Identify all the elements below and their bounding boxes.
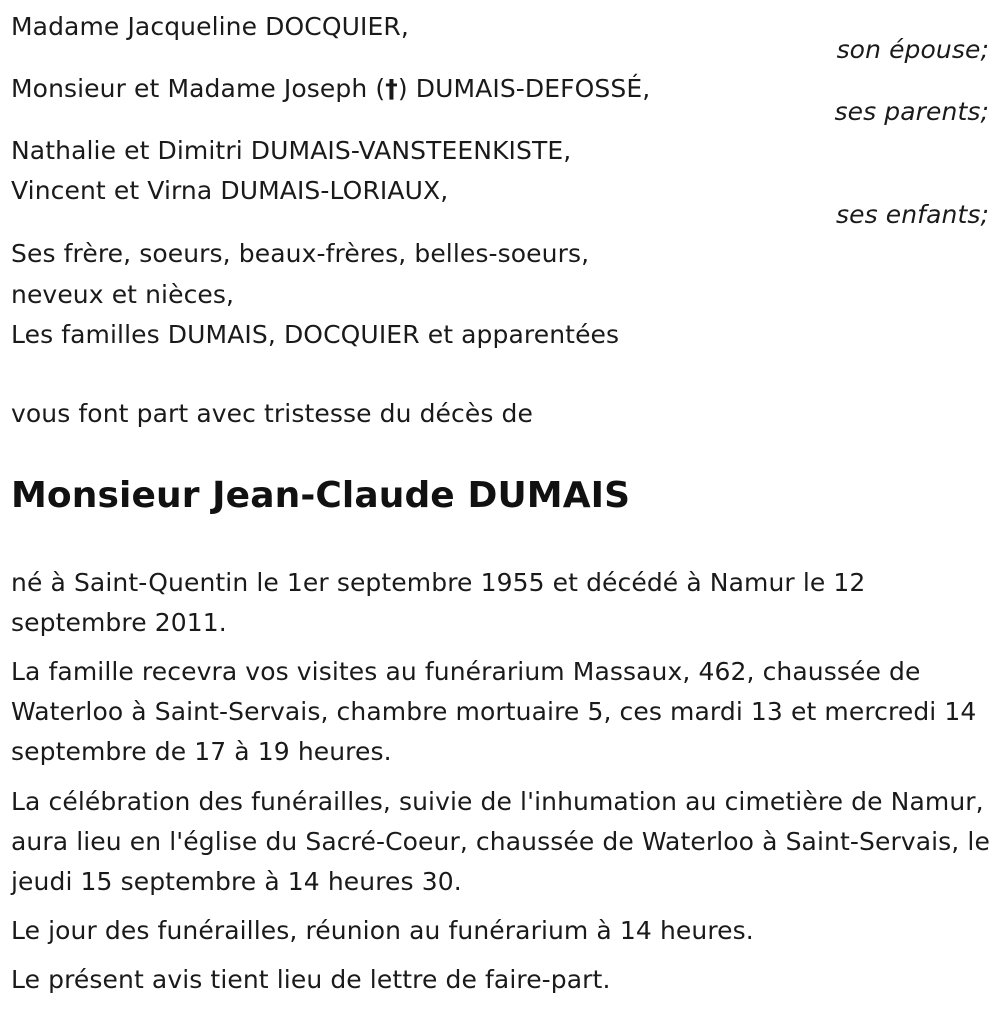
parents-names-start: Monsieur et Madame Joseph ( xyxy=(11,74,386,103)
parents-names xyxy=(11,74,650,104)
relatives-line-2: neveux et nièces, xyxy=(11,280,235,309)
parents-role: ses parents; xyxy=(834,97,989,126)
meeting-paragraph: Le jour des funérailles, réunion au funérarium à 14 heures. xyxy=(11,916,754,945)
visitation-paragraph: La famille recevra vos visites au funérarium Massaux, 462, chaussée de Waterloo à Saint-Servais, chambre mortuaire 5, ces mardi 13 et mercredi 14 septembre de 17 à 19 heures. xyxy=(11,657,977,766)
children-line-2: Vincent et Virna DUMAIS-LORIAUX, xyxy=(11,176,449,205)
birth-death-paragraph: né à Saint-Quentin le 1er septembre 1955 et décédé à Namur le 12 septembre 2011. xyxy=(11,568,866,637)
cross-icon: † xyxy=(385,74,398,103)
announcement-text: vous font part avec tristesse du décès de xyxy=(11,399,533,428)
deceased-name: Monsieur Jean-Claude DUMAIS xyxy=(11,475,631,516)
parents-names-end: ) DUMAIS-DEFOSSÉ, xyxy=(397,74,651,103)
spouse-name: Madame Jacqueline DOCQUIER, xyxy=(11,12,409,41)
children-role: ses enfants; xyxy=(835,200,989,229)
spouse-role: son épouse; xyxy=(836,35,989,64)
children-line-1: Nathalie et Dimitri DUMAIS-VANSTEENKISTE, xyxy=(11,136,572,165)
notice-paragraph: Le présent avis tient lieu de lettre de faire-part. xyxy=(11,965,611,994)
funeral-paragraph: La célébration des funérailles, suivie de l'inhumation au cimetière de Namur, aura lieu en l'église du Sacré-Coeur, chaussée de Waterloo à Saint-Servais, le jeudi 15 septembre à 14 heures 30. xyxy=(11,787,990,896)
relatives-line-3: Les familles DUMAIS, DOCQUIER et apparentées xyxy=(11,320,620,349)
relatives-line-1: Ses frère, soeurs, beaux-frères, belles-soeurs, xyxy=(11,239,590,268)
